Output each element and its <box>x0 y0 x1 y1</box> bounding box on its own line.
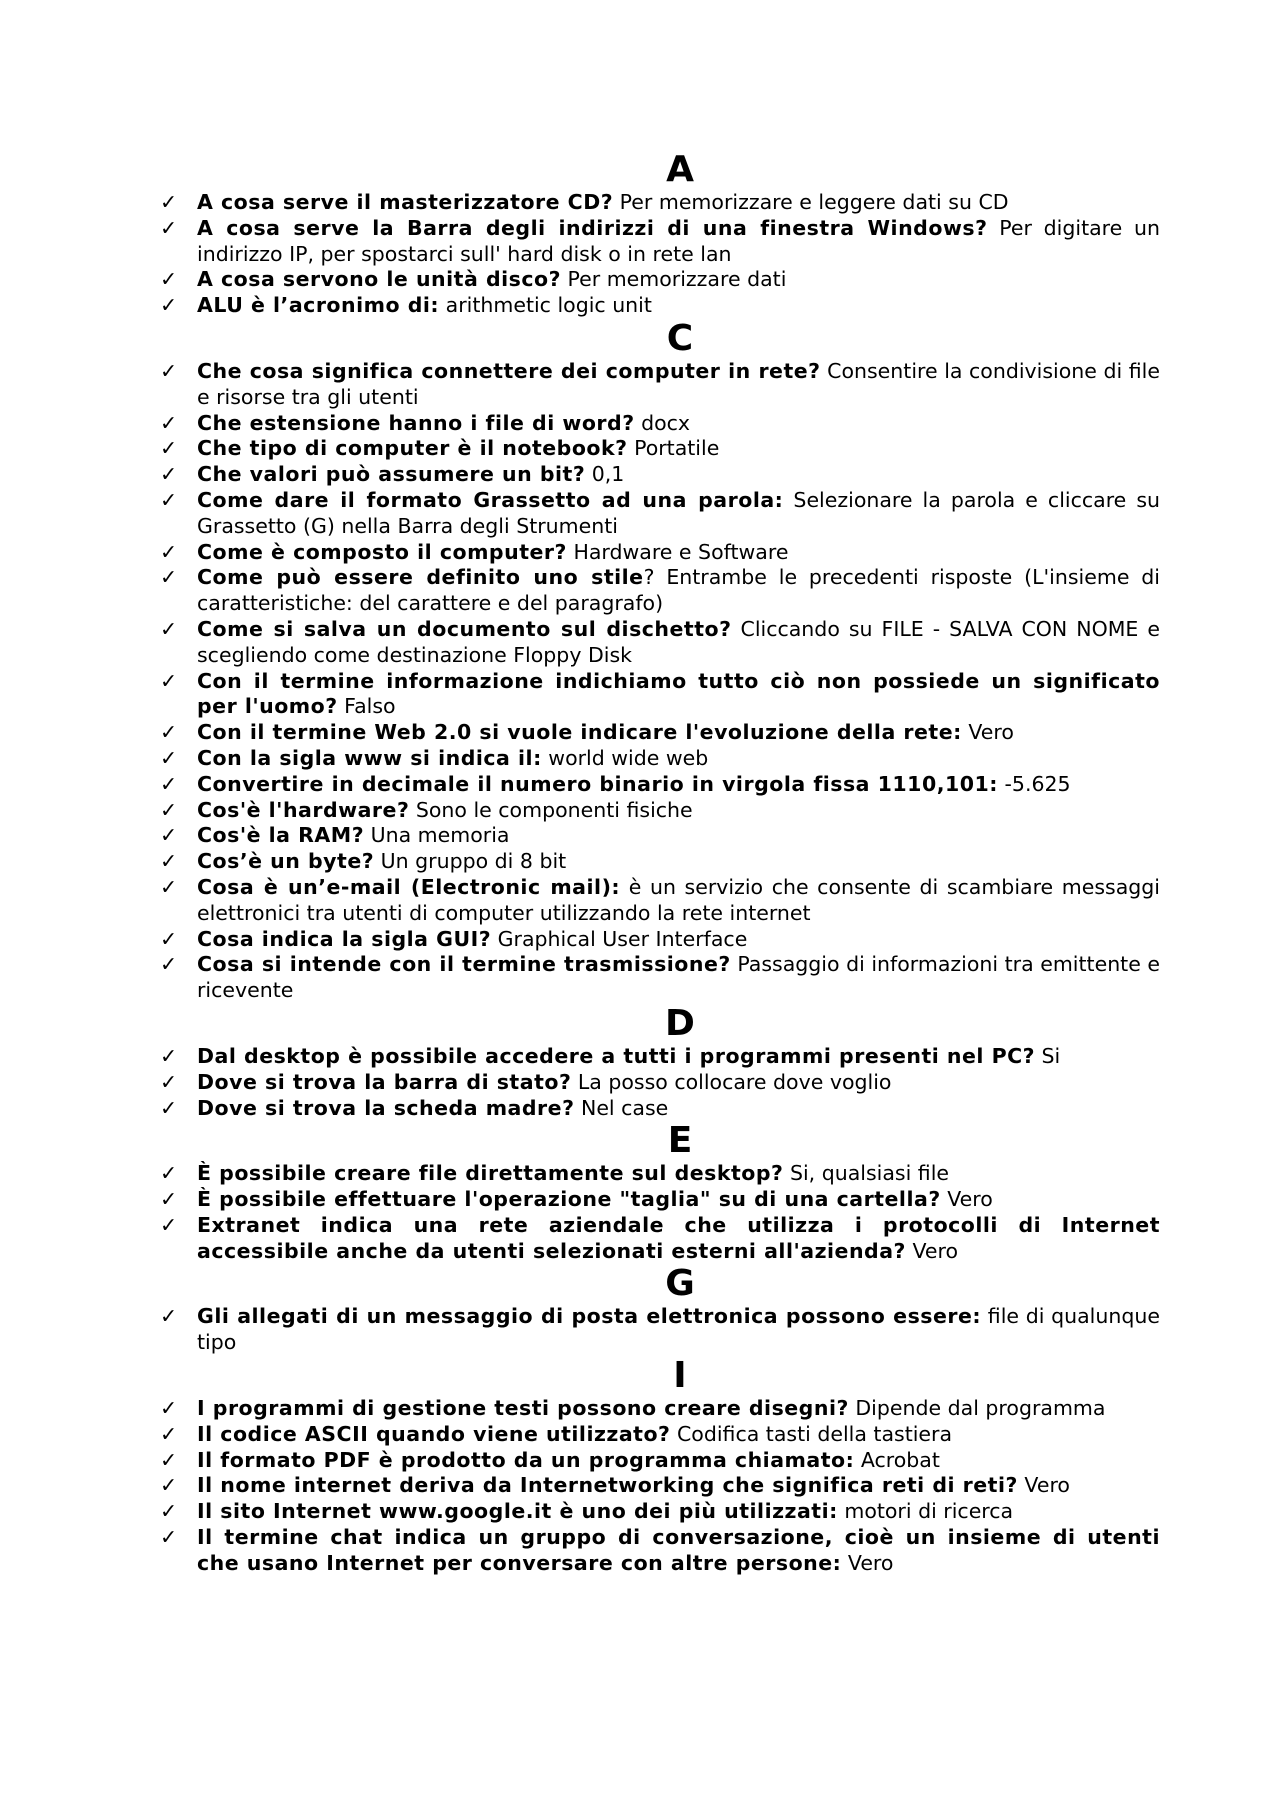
list-item <box>160 1499 1160 1525</box>
checkmark-icon: ✓ <box>160 874 178 899</box>
list-item <box>160 540 1160 566</box>
list-item <box>160 1213 1160 1265</box>
question-text: Convertire in decimale il numero binario in virgola fissa 1110,101: <box>197 771 998 796</box>
list-item <box>160 190 1160 216</box>
checkmark-icon: ✓ <box>160 436 178 461</box>
question-text: Con il termine informazione indichiamo tutto ciò non possiede un significato per l'uomo? <box>197 668 1160 719</box>
list-item <box>160 411 1160 437</box>
answer-text: Vero <box>841 1550 894 1575</box>
answer-text: Codifica tasti della tastiera <box>670 1421 953 1446</box>
answer-text: -5.625 <box>997 771 1071 796</box>
list-item <box>160 1187 1160 1213</box>
checkmark-icon: ✓ <box>160 823 178 848</box>
list-item <box>160 772 1160 798</box>
checkmark-icon: ✓ <box>160 926 178 951</box>
list-item <box>160 1396 1160 1422</box>
list-item <box>160 1096 1160 1122</box>
answer-text: Portatile <box>627 436 720 461</box>
qa-list <box>160 1161 1160 1264</box>
answer-text: Per memorizzare e leggere dati su CD <box>613 190 1009 214</box>
question-text: Il nome internet deriva da Internetworking che significa reti di reti? <box>197 1473 1018 1498</box>
answer-text: Consentire la condivisione di file e risorse tra gli utenti <box>197 358 1160 409</box>
list-item <box>160 1044 1160 1070</box>
answer-text: Selezionare la parola e cliccare su Grassetto (G) nella Barra degli Strumenti <box>197 487 1160 538</box>
list-item <box>160 436 1160 462</box>
list-item <box>160 849 1160 875</box>
answer-text: Un gruppo di 8 bit <box>374 849 567 874</box>
question-text: A cosa serve la Barra degli indirizzi di una finestra Windows? <box>197 215 988 240</box>
checkmark-icon: ✓ <box>160 797 178 822</box>
question-text: Che tipo di computer è il notebook? <box>197 436 628 461</box>
section-heading: A <box>666 149 694 190</box>
question-text: Il formato PDF è prodotto da un programma chiamato: <box>197 1447 855 1472</box>
section-heading: G <box>665 1263 695 1305</box>
section-heading: I <box>673 1355 687 1397</box>
answer-text: Falso <box>337 694 396 719</box>
checkmark-icon: ✓ <box>160 1473 178 1498</box>
question-text: È possibile effettuare l'operazione "taglia" su di una cartella? <box>197 1187 941 1212</box>
checkmark-icon: ✓ <box>160 539 178 564</box>
list-item <box>160 746 1160 772</box>
list-item <box>160 823 1160 849</box>
question-text: Come dare il formato Grassetto ad una parola: <box>197 487 784 512</box>
answer-text: file di qualunque tipo <box>197 1304 1160 1355</box>
answer-text: Nel case <box>574 1095 669 1120</box>
question-text: A cosa serve il masterizzatore CD? <box>197 190 614 214</box>
list-item <box>160 1473 1160 1499</box>
checkmark-icon: ✓ <box>160 487 178 512</box>
question-text: Dove si trova la barra di stato? <box>197 1069 572 1094</box>
answer-text: Sono le componenti fisiche <box>409 797 693 822</box>
answer-text: Si, qualsiasi file <box>783 1161 950 1186</box>
qa-list <box>160 190 1160 319</box>
answer-text: La posso collocare dove voglio <box>571 1069 892 1094</box>
checkmark-icon: ✓ <box>160 267 178 292</box>
question-text: Come è composto il computer? <box>197 539 567 564</box>
list-item <box>160 293 1160 319</box>
checkmark-icon: ✓ <box>160 1043 178 1068</box>
checkmark-icon: ✓ <box>160 1396 178 1421</box>
answer-text: Per memorizzare dati <box>560 267 787 292</box>
list-item <box>160 1448 1160 1474</box>
list-item <box>160 720 1160 746</box>
checkmark-icon: ✓ <box>160 1161 178 1186</box>
checkmark-icon: ✓ <box>160 1421 178 1446</box>
answer-text: Vero <box>961 720 1014 745</box>
checkmark-icon: ✓ <box>160 1212 178 1237</box>
question-text: Cos'è la RAM? <box>197 823 365 848</box>
checkmark-icon: ✓ <box>160 668 178 693</box>
answer-text: Per digitare un indirizzo IP, per spostarci sull' hard disk o in rete lan <box>197 215 1160 266</box>
answer-text: ? Entrambe le precedenti risposte (L'insieme di caratteristiche: del carattere e del paragrafo) <box>197 565 1160 616</box>
qa-list <box>160 359 1160 1004</box>
checkmark-icon: ✓ <box>160 771 178 796</box>
checkmark-icon: ✓ <box>160 358 178 383</box>
question-text: Che estensione hanno i file di word? <box>197 410 635 435</box>
checkmark-icon: ✓ <box>160 745 178 770</box>
answer-text: Vero <box>1017 1473 1070 1498</box>
question-text: ALU è l’acronimo di: <box>197 293 440 318</box>
question-text: Il termine chat indica un gruppo di conversazione, cioè un insieme di utenti che usano Internet per conversare con altre persone: <box>197 1525 1160 1575</box>
checkmark-icon: ✓ <box>160 1525 178 1550</box>
list-item <box>160 1525 1160 1577</box>
answer-text: docx <box>634 410 691 435</box>
qa-list <box>160 1304 1160 1356</box>
list-item <box>160 669 1160 721</box>
answer-text: Si <box>1035 1043 1061 1068</box>
checkmark-icon: ✓ <box>160 616 178 641</box>
question-text: A cosa servono le unità disco? <box>197 267 561 292</box>
list-item <box>160 267 1160 293</box>
checkmark-icon: ✓ <box>160 1447 178 1472</box>
question-text: Cosa si intende con il termine trasmissione? <box>197 952 731 977</box>
answer-text: Cliccando su FILE - SALVA CON NOME e scegliendo come destinazione Floppy Disk <box>197 616 1160 667</box>
checkmark-icon: ✓ <box>160 1095 178 1120</box>
list-item <box>160 1304 1160 1356</box>
list-item <box>160 216 1160 268</box>
list-item <box>160 927 1160 953</box>
question-text: Come può essere definito uno stile <box>197 565 644 590</box>
list-item <box>160 462 1160 488</box>
list-item <box>160 565 1160 617</box>
qa-list <box>160 1044 1160 1121</box>
answer-text: motori di ricerca <box>837 1499 1014 1524</box>
list-item <box>160 488 1160 540</box>
answer-text: Passaggio di informazioni tra emittente e ricevente <box>197 952 1161 1003</box>
answer-text: Dipende dal programma <box>848 1396 1106 1421</box>
question-text: Con la sigla www si indica il: <box>197 745 542 770</box>
checkmark-icon: ✓ <box>160 1304 178 1329</box>
question-text: I programmi di gestione testi possono creare disegni? <box>197 1396 849 1421</box>
question-text: Dal desktop è possibile accedere a tutti i programmi presenti nel PC? <box>197 1043 1036 1068</box>
checkmark-icon: ✓ <box>160 293 178 318</box>
qa-list <box>160 1396 1160 1577</box>
checkmark-icon: ✓ <box>160 190 178 214</box>
answer-text: world wide web <box>541 745 709 770</box>
answer-text: è un servizio che consente di scambiare messaggi elettronici tra utenti di computer utilizzando la rete internet <box>197 874 1160 925</box>
list-item <box>160 617 1160 669</box>
list-item <box>160 798 1160 824</box>
list-item <box>160 1422 1160 1448</box>
list-item <box>160 875 1160 927</box>
list-item <box>160 1161 1160 1187</box>
glossary-content <box>160 150 1160 1577</box>
section-heading: D <box>665 1002 695 1044</box>
list-item <box>160 359 1160 411</box>
answer-text: Graphical User Interface <box>491 926 748 951</box>
checkmark-icon: ✓ <box>160 849 178 874</box>
question-text: Che cosa significa connettere dei computer in rete? <box>197 358 821 383</box>
question-text: Il sito Internet www.google.it è uno dei più utilizzati: <box>197 1499 838 1524</box>
checkmark-icon: ✓ <box>160 1187 178 1212</box>
checkmark-icon: ✓ <box>160 410 178 435</box>
section-heading: C <box>666 317 694 359</box>
question-text: Extranet indica una rete aziendale che utilizza i protocolli di Internet accessibile anche da utenti selezionati esterni all'azienda? <box>197 1212 1160 1263</box>
section-heading: E <box>667 1120 693 1162</box>
question-text: Cos'è l'hardware? <box>197 797 410 822</box>
question-text: Cosa indica la sigla GUI? <box>197 926 492 951</box>
checkmark-icon: ✓ <box>160 1069 178 1094</box>
checkmark-icon: ✓ <box>160 720 178 745</box>
question-text: Cosa è un’e-mail (Electronic mail): <box>197 874 621 899</box>
question-text: Con il termine Web 2.0 si vuole indicare l'evoluzione della rete: <box>197 720 962 745</box>
checkmark-icon: ✓ <box>160 1499 178 1524</box>
answer-text: 0,1 <box>585 462 625 487</box>
question-text: Come si salva un documento sul dischetto? <box>197 616 732 641</box>
answer-text: Vero <box>905 1238 959 1263</box>
question-text: Gli allegati di un messaggio di posta elettronica possono essere: <box>197 1304 982 1329</box>
question-text: È possibile creare file direttamente sul desktop? <box>197 1161 784 1186</box>
question-text: Che valori può assumere un bit? <box>197 462 586 487</box>
checkmark-icon: ✓ <box>160 952 178 977</box>
answer-text: arithmetic logic unit <box>439 293 652 318</box>
question-text: Il codice ASCII quando viene utilizzato? <box>197 1421 671 1446</box>
list-item <box>160 1070 1160 1096</box>
checkmark-icon: ✓ <box>160 462 178 487</box>
question-text: Cos’è un byte? <box>197 849 375 874</box>
question-text: Dove si trova la scheda madre? <box>197 1095 575 1120</box>
answer-text: Vero <box>940 1187 993 1212</box>
answer-text: Una memoria <box>364 823 510 848</box>
answer-text: Hardware e Software <box>566 539 789 564</box>
checkmark-icon: ✓ <box>160 565 178 590</box>
checkmark-icon: ✓ <box>160 215 178 240</box>
answer-text: Acrobat <box>854 1447 940 1472</box>
list-item <box>160 952 1160 1004</box>
